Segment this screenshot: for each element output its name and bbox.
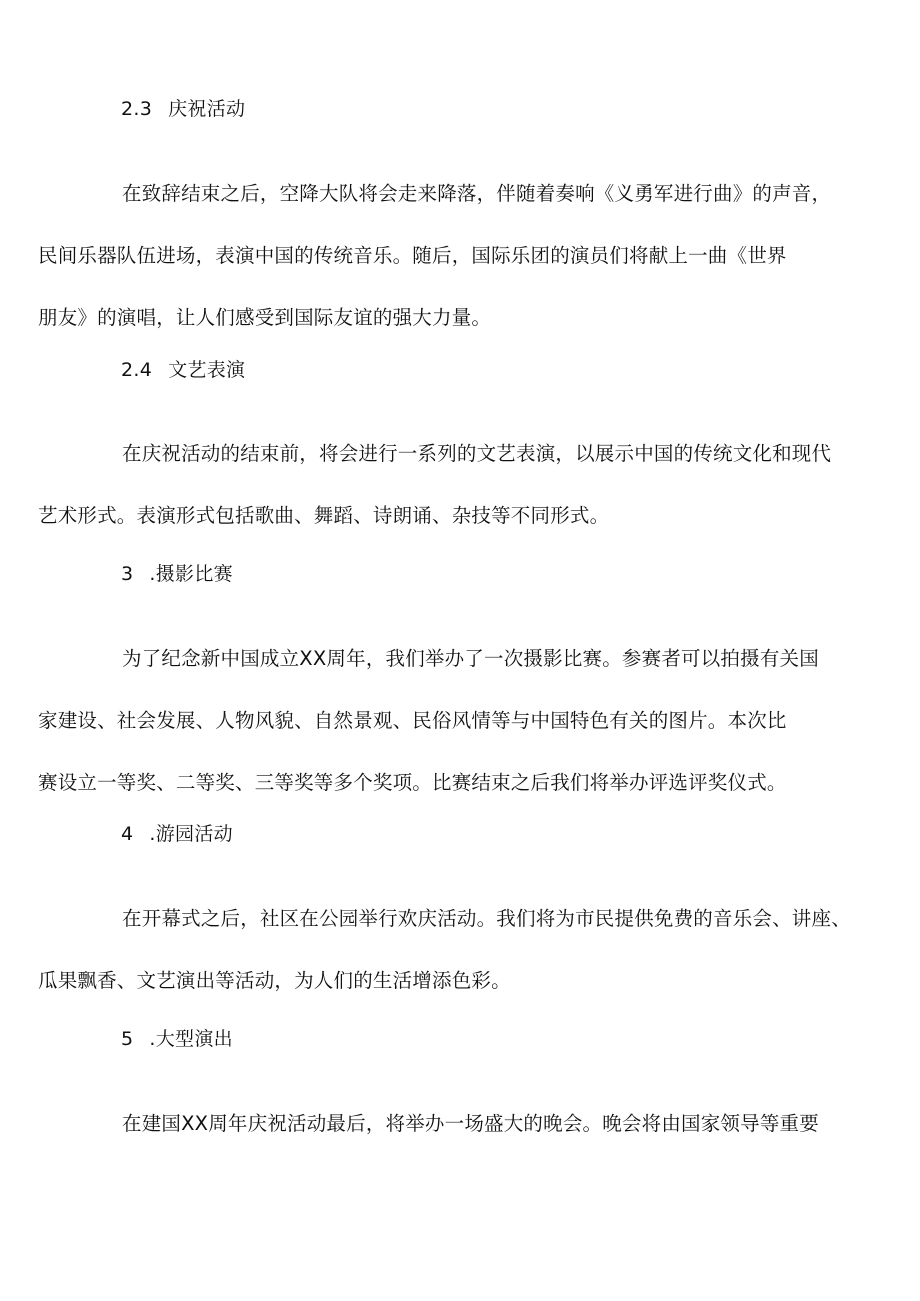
paragraph-line: 在致辞结束之后，空降大队将会走来降落，伴随着奏响《义勇军进行曲》的声音， [122, 182, 832, 205]
paragraph-gala [80, 1093, 850, 1155]
section-number: 2.4 [121, 359, 153, 381]
section-title: .大型演出 [149, 1028, 233, 1050]
section-number: 5 [121, 1028, 134, 1050]
section-heading-4 [121, 820, 233, 848]
section-number: 4 [121, 823, 134, 845]
paragraph-line: 艺术形式。表演形式包括歌曲、舞蹈、诗朗诵、杂技等不同形式。 [38, 504, 610, 527]
section-heading-2-4 [121, 356, 245, 384]
section-title: 庆祝活动 [168, 98, 246, 120]
paragraph-celebration [38, 163, 850, 349]
paragraph-line: 赛设立一等奖、二等奖、三等奖等多个奖项。比赛结束之后我们将举办评选评奖仪式。 [38, 771, 787, 794]
section-heading-2-3 [121, 95, 245, 123]
paragraph-garden-event [38, 888, 851, 1012]
paragraph-line: 在庆祝活动的结束前，将会进行一系列的文艺表演，以展示中国的传统文化和现代 [122, 442, 832, 465]
paragraph-line: 在建国XX周年庆祝活动最后，将举办一场盛大的晚会。晚会将由国家领导等重要 [122, 1112, 819, 1135]
paragraph-line: 民间乐器队伍进场，表演中国的传统音乐。随后，国际乐团的演员们将献上一曲《世界 [38, 244, 787, 267]
paragraph-performance [38, 423, 850, 547]
section-number: 2.3 [121, 98, 153, 120]
paragraph-line: 在开幕式之后，社区在公园举行欢庆活动。我们将为市民提供免费的音乐会、讲座、 [122, 907, 851, 930]
section-title: 文艺表演 [168, 359, 246, 381]
section-title: .摄影比赛 [149, 563, 233, 585]
paragraph-line: 为了纪念新中国成立XX周年，我们举办了一次摄影比赛。参赛者可以拍摄有关国 [122, 647, 819, 670]
section-heading-5 [121, 1025, 233, 1053]
paragraph-line: 朋友》的演唱，让人们感受到国际友谊的强大力量。 [38, 306, 492, 329]
section-title: .游园活动 [149, 823, 233, 845]
section-number: 3 [121, 563, 134, 585]
paragraph-photo-contest [38, 628, 850, 814]
section-heading-3 [121, 560, 233, 588]
paragraph-line: 家建设、社会发展、人物风貌、自然景观、民俗风情等与中国特色有关的图片。本次比 [38, 709, 787, 732]
paragraph-line: 瓜果飘香、文艺演出等活动，为人们的生活增添色彩。 [38, 969, 511, 992]
